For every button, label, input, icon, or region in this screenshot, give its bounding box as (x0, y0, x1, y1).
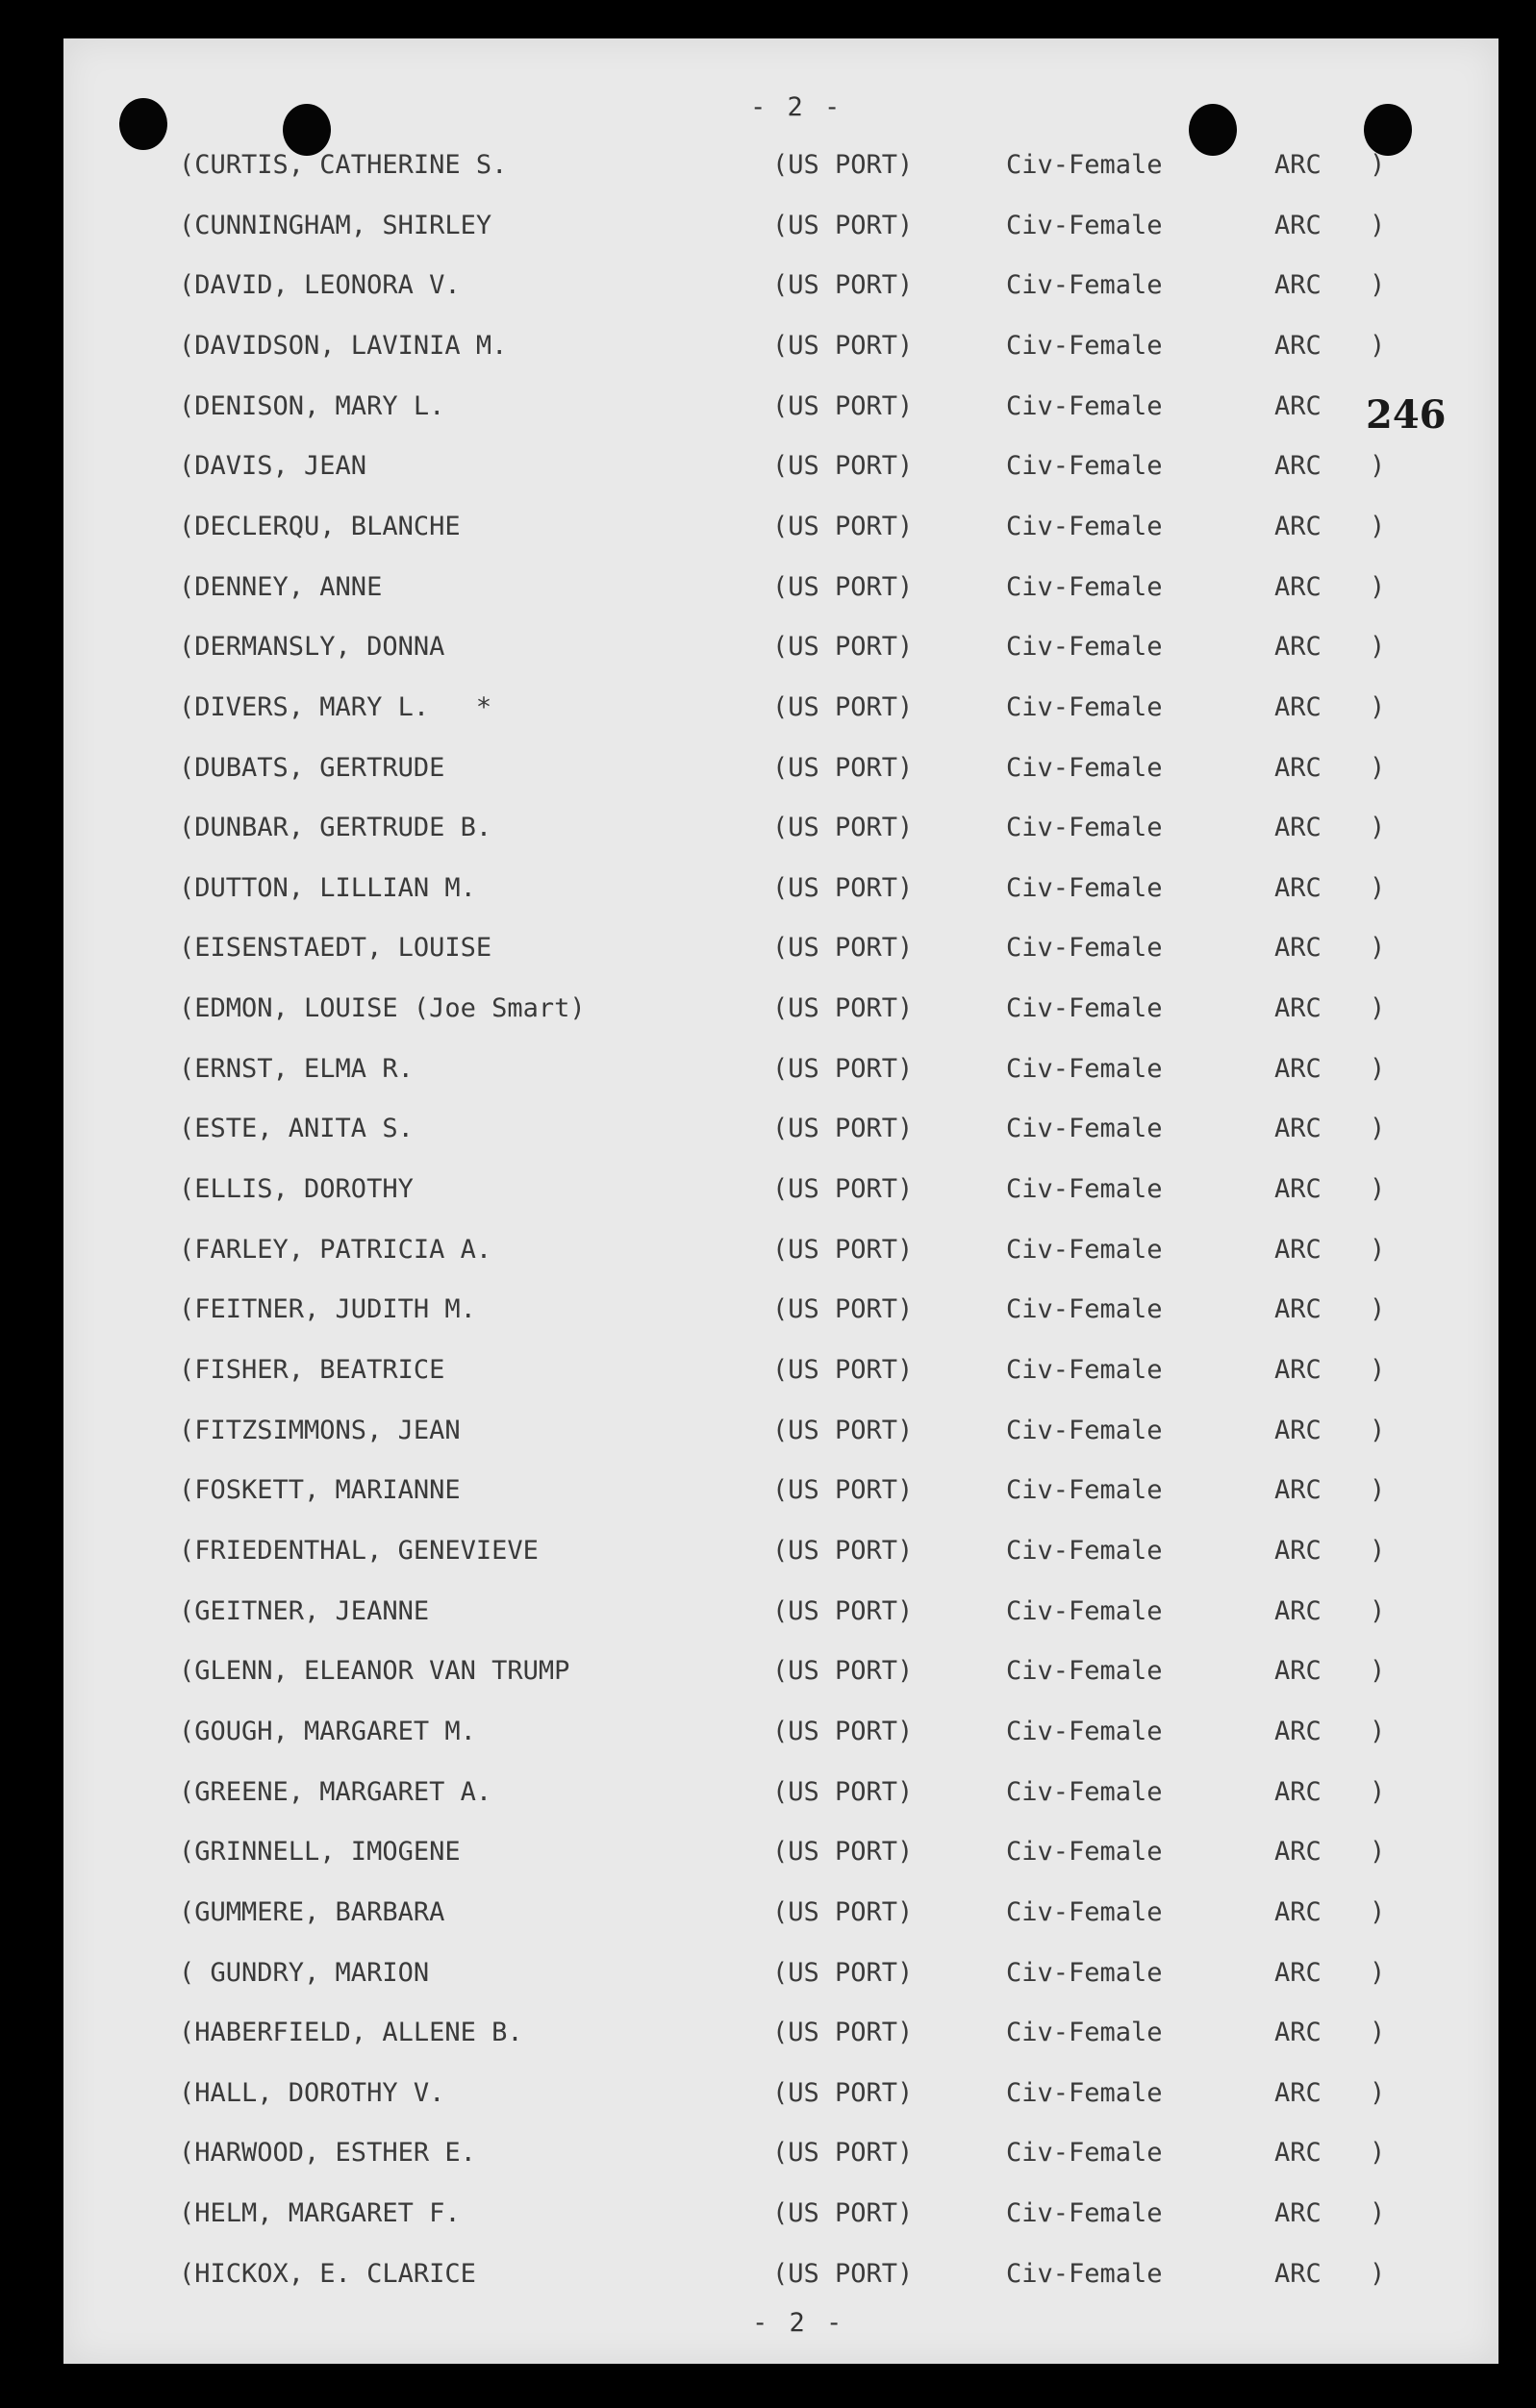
category-cell: Civ-Female (1006, 1656, 1163, 1686)
list-row (0, 1596, 1536, 1635)
closing-paren: ) (1370, 1114, 1386, 1143)
person-name: (ERNST, ELMA R. (179, 1054, 414, 1084)
organization-cell: ARC (1274, 1717, 1322, 1746)
organization-cell: ARC (1274, 211, 1322, 240)
person-name: (ELLIS, DOROTHY (179, 1174, 414, 1204)
list-row (0, 933, 1536, 971)
location-cell: (US PORT) (772, 512, 914, 541)
location-cell: (US PORT) (772, 2018, 914, 2047)
category-cell: Civ-Female (1006, 1837, 1163, 1867)
person-name: (HELM, MARGARET F. (179, 2198, 461, 2228)
location-cell: (US PORT) (772, 1596, 914, 1626)
list-row (0, 1897, 1536, 1936)
person-name: ( GUNDRY, MARION (179, 1958, 430, 1988)
list-row (0, 692, 1536, 731)
organization-cell: ARC (1274, 1355, 1322, 1385)
person-name: (GREENE, MARGARET A. (179, 1777, 492, 1807)
list-row (0, 211, 1536, 249)
location-cell: (US PORT) (772, 1897, 914, 1927)
closing-paren: ) (1370, 933, 1386, 963)
person-name: (FITZSIMMONS, JEAN (179, 1416, 461, 1445)
organization-cell: ARC (1274, 1536, 1322, 1566)
category-cell: Civ-Female (1006, 873, 1163, 903)
organization-cell: ARC (1274, 1837, 1322, 1867)
location-cell: (US PORT) (772, 1355, 914, 1385)
organization-cell: ARC (1274, 150, 1322, 180)
organization-cell: ARC (1274, 2018, 1322, 2047)
list-row (0, 270, 1536, 309)
organization-cell: ARC (1274, 2138, 1322, 2168)
organization-cell: ARC (1274, 1416, 1322, 1445)
location-cell: (US PORT) (772, 2259, 914, 2289)
person-name: (EISENSTAEDT, LOUISE (179, 933, 492, 963)
category-cell: Civ-Female (1006, 1536, 1163, 1566)
organization-cell: ARC (1274, 692, 1322, 722)
list-row (0, 2018, 1536, 2056)
list-row (0, 2198, 1536, 2237)
organization-cell: ARC (1274, 1235, 1322, 1265)
organization-cell: ARC (1274, 632, 1322, 662)
category-cell: Civ-Female (1006, 1958, 1163, 1988)
closing-paren: ) (1370, 1294, 1386, 1324)
list-row (0, 2138, 1536, 2176)
category-cell: Civ-Female (1006, 1777, 1163, 1807)
category-cell: Civ-Female (1006, 813, 1163, 842)
organization-cell: ARC (1274, 1656, 1322, 1686)
organization-cell: ARC (1274, 1475, 1322, 1505)
location-cell: (US PORT) (772, 1054, 914, 1084)
punch-hole-right-2 (1364, 104, 1412, 156)
list-row (0, 1174, 1536, 1213)
person-name: (HABERFIELD, ALLENE B. (179, 2018, 523, 2047)
category-cell: Civ-Female (1006, 2018, 1163, 2047)
location-cell: (US PORT) (772, 1837, 914, 1867)
location-cell: (US PORT) (772, 1717, 914, 1746)
person-name: (DUNBAR, GERTRUDE B. (179, 813, 492, 842)
location-cell: (US PORT) (772, 2078, 914, 2108)
location-cell: (US PORT) (772, 1416, 914, 1445)
punch-hole-left-2 (283, 104, 331, 156)
category-cell: Civ-Female (1006, 2078, 1163, 2108)
category-cell: Civ-Female (1006, 331, 1163, 361)
organization-cell: ARC (1274, 2259, 1322, 2289)
organization-cell: ARC (1274, 270, 1322, 300)
closing-paren: ) (1370, 1897, 1386, 1927)
category-cell: Civ-Female (1006, 692, 1163, 722)
organization-cell: ARC (1274, 1596, 1322, 1626)
category-cell: Civ-Female (1006, 1054, 1163, 1084)
list-row (0, 1054, 1536, 1092)
person-name: (FRIEDENTHAL, GENEVIEVE (179, 1536, 539, 1566)
closing-paren: ) (1370, 2138, 1386, 2168)
closing-paren: ) (1370, 632, 1386, 662)
person-name: (GOUGH, MARGARET M. (179, 1717, 476, 1746)
location-cell: (US PORT) (772, 391, 914, 421)
closing-paren: ) (1370, 813, 1386, 842)
location-cell: (US PORT) (772, 1294, 914, 1324)
list-row (0, 1777, 1536, 1816)
location-cell: (US PORT) (772, 572, 914, 602)
closing-paren: ) (1370, 2259, 1386, 2289)
list-row (0, 1294, 1536, 1333)
person-name: (GLENN, ELEANOR VAN TRUMP (179, 1656, 570, 1686)
list-row (0, 1958, 1536, 1996)
list-row (0, 1235, 1536, 1273)
person-name: (DAVID, LEONORA V. (179, 270, 461, 300)
person-name: (GRINNELL, IMOGENE (179, 1837, 461, 1867)
location-cell: (US PORT) (772, 1475, 914, 1505)
organization-cell: ARC (1274, 933, 1322, 963)
punch-hole-right-1 (1189, 104, 1237, 156)
person-name: (DUTTON, LILLIAN M. (179, 873, 476, 903)
closing-paren: ) (1370, 1536, 1386, 1566)
person-name: (FARLEY, PATRICIA A. (179, 1235, 492, 1265)
category-cell: Civ-Female (1006, 451, 1163, 481)
list-row (0, 2078, 1536, 2117)
closing-paren: ) (1370, 512, 1386, 541)
location-cell: (US PORT) (772, 2198, 914, 2228)
list-row (0, 1114, 1536, 1152)
category-cell: Civ-Female (1006, 512, 1163, 541)
closing-paren: ) (1370, 1054, 1386, 1084)
footer-page-number: - 2 - (752, 2308, 845, 2338)
closing-paren: ) (1370, 753, 1386, 783)
organization-cell: ARC (1274, 1958, 1322, 1988)
person-name: (GUMMERE, BARBARA (179, 1897, 445, 1927)
list-row (0, 391, 1536, 430)
closing-paren: ) (1370, 692, 1386, 722)
closing-paren: ) (1370, 1656, 1386, 1686)
category-cell: Civ-Female (1006, 1897, 1163, 1927)
stamped-page-number: 246 (1366, 392, 1447, 438)
list-row (0, 1536, 1536, 1574)
closing-paren: ) (1370, 1235, 1386, 1265)
person-name: (CURTIS, CATHERINE S. (179, 150, 508, 180)
category-cell: Civ-Female (1006, 1717, 1163, 1746)
closing-paren: ) (1370, 1837, 1386, 1867)
category-cell: Civ-Female (1006, 2259, 1163, 2289)
list-row (0, 1837, 1536, 1875)
location-cell: (US PORT) (772, 873, 914, 903)
person-name: (FEITNER, JUDITH M. (179, 1294, 476, 1324)
category-cell: Civ-Female (1006, 150, 1163, 180)
location-cell: (US PORT) (772, 753, 914, 783)
person-name: (DAVIDSON, LAVINIA M. (179, 331, 508, 361)
location-cell: (US PORT) (772, 1235, 914, 1265)
organization-cell: ARC (1274, 1114, 1322, 1143)
organization-cell: ARC (1274, 391, 1322, 421)
organization-cell: ARC (1274, 873, 1322, 903)
closing-paren: ) (1370, 150, 1386, 180)
category-cell: Civ-Female (1006, 1235, 1163, 1265)
category-cell: Civ-Female (1006, 993, 1163, 1023)
category-cell: Civ-Female (1006, 1355, 1163, 1385)
location-cell: (US PORT) (772, 1174, 914, 1204)
location-cell: (US PORT) (772, 270, 914, 300)
closing-paren: ) (1370, 993, 1386, 1023)
organization-cell: ARC (1274, 512, 1322, 541)
location-cell: (US PORT) (772, 1958, 914, 1988)
list-row (0, 813, 1536, 851)
organization-cell: ARC (1274, 1174, 1322, 1204)
list-row (0, 1355, 1536, 1393)
category-cell: Civ-Female (1006, 753, 1163, 783)
location-cell: (US PORT) (772, 813, 914, 842)
organization-cell: ARC (1274, 1777, 1322, 1807)
category-cell: Civ-Female (1006, 391, 1163, 421)
closing-paren: ) (1370, 2078, 1386, 2108)
organization-cell: ARC (1274, 1294, 1322, 1324)
organization-cell: ARC (1274, 813, 1322, 842)
person-name: (HALL, DOROTHY V. (179, 2078, 445, 2108)
person-name: (CUNNINGHAM, SHIRLEY (179, 211, 492, 240)
organization-cell: ARC (1274, 2198, 1322, 2228)
closing-paren: ) (1370, 2018, 1386, 2047)
list-row (0, 632, 1536, 670)
list-row (0, 1717, 1536, 1755)
person-name: (HARWOOD, ESTHER E. (179, 2138, 476, 2168)
list-row (0, 150, 1536, 188)
closing-paren: ) (1370, 1596, 1386, 1626)
location-cell: (US PORT) (772, 1536, 914, 1566)
person-name: (DAVIS, JEAN (179, 451, 367, 481)
organization-cell: ARC (1274, 2078, 1322, 2108)
location-cell: (US PORT) (772, 1777, 914, 1807)
closing-paren: ) (1370, 572, 1386, 602)
category-cell: Civ-Female (1006, 1114, 1163, 1143)
location-cell: (US PORT) (772, 993, 914, 1023)
person-name: (DUBATS, GERTRUDE (179, 753, 445, 783)
closing-paren: ) (1370, 1777, 1386, 1807)
list-row (0, 451, 1536, 489)
location-cell: (US PORT) (772, 150, 914, 180)
location-cell: (US PORT) (772, 1656, 914, 1686)
closing-paren: ) (1370, 1416, 1386, 1445)
person-name: (EDMON, LOUISE (Joe Smart) (179, 993, 586, 1023)
organization-cell: ARC (1274, 1054, 1322, 1084)
list-row (0, 572, 1536, 611)
category-cell: Civ-Female (1006, 933, 1163, 963)
list-row (0, 1475, 1536, 1514)
person-name: (DECLERQU, BLANCHE (179, 512, 461, 541)
organization-cell: ARC (1274, 331, 1322, 361)
punch-hole-left-1 (119, 98, 167, 150)
location-cell: (US PORT) (772, 933, 914, 963)
person-name: (DIVERS, MARY L. * (179, 692, 492, 722)
closing-paren: ) (1370, 1958, 1386, 1988)
organization-cell: ARC (1274, 753, 1322, 783)
list-row (0, 1416, 1536, 1454)
category-cell: Civ-Female (1006, 2138, 1163, 2168)
closing-paren: ) (1370, 211, 1386, 240)
location-cell: (US PORT) (772, 2138, 914, 2168)
location-cell: (US PORT) (772, 632, 914, 662)
category-cell: Civ-Female (1006, 572, 1163, 602)
location-cell: (US PORT) (772, 1114, 914, 1143)
list-row (0, 1656, 1536, 1694)
category-cell: Civ-Female (1006, 1416, 1163, 1445)
list-row (0, 2259, 1536, 2297)
person-name: (DERMANSLY, DONNA (179, 632, 445, 662)
category-cell: Civ-Female (1006, 2198, 1163, 2228)
organization-cell: ARC (1274, 572, 1322, 602)
closing-paren: ) (1370, 451, 1386, 481)
category-cell: Civ-Female (1006, 1174, 1163, 1204)
category-cell: Civ-Female (1006, 1475, 1163, 1505)
location-cell: (US PORT) (772, 692, 914, 722)
closing-paren: ) (1370, 331, 1386, 361)
closing-paren: ) (1370, 1475, 1386, 1505)
person-name: (GEITNER, JEANNE (179, 1596, 430, 1626)
category-cell: Civ-Female (1006, 211, 1163, 240)
closing-paren: ) (1370, 270, 1386, 300)
category-cell: Civ-Female (1006, 1294, 1163, 1324)
location-cell: (US PORT) (772, 451, 914, 481)
list-row (0, 993, 1536, 1032)
closing-paren: ) (1370, 1717, 1386, 1746)
closing-paren: ) (1370, 1174, 1386, 1204)
location-cell: (US PORT) (772, 331, 914, 361)
closing-paren: ) (1370, 873, 1386, 903)
person-name: (ESTE, ANITA S. (179, 1114, 414, 1143)
category-cell: Civ-Female (1006, 270, 1163, 300)
person-name: (HICKOX, E. CLARICE (179, 2259, 476, 2289)
organization-cell: ARC (1274, 1897, 1322, 1927)
list-row (0, 512, 1536, 550)
list-row (0, 753, 1536, 791)
closing-paren: ) (1370, 1355, 1386, 1385)
category-cell: Civ-Female (1006, 632, 1163, 662)
organization-cell: ARC (1274, 993, 1322, 1023)
header-page-number: - 2 - (750, 92, 844, 122)
category-cell: Civ-Female (1006, 1596, 1163, 1626)
list-row (0, 331, 1536, 369)
closing-paren: ) (1370, 2198, 1386, 2228)
person-name: (FISHER, BEATRICE (179, 1355, 445, 1385)
location-cell: (US PORT) (772, 211, 914, 240)
list-row (0, 873, 1536, 912)
organization-cell: ARC (1274, 451, 1322, 481)
person-name: (FOSKETT, MARIANNE (179, 1475, 461, 1505)
person-name: (DENISON, MARY L. (179, 391, 445, 421)
person-name: (DENNEY, ANNE (179, 572, 383, 602)
